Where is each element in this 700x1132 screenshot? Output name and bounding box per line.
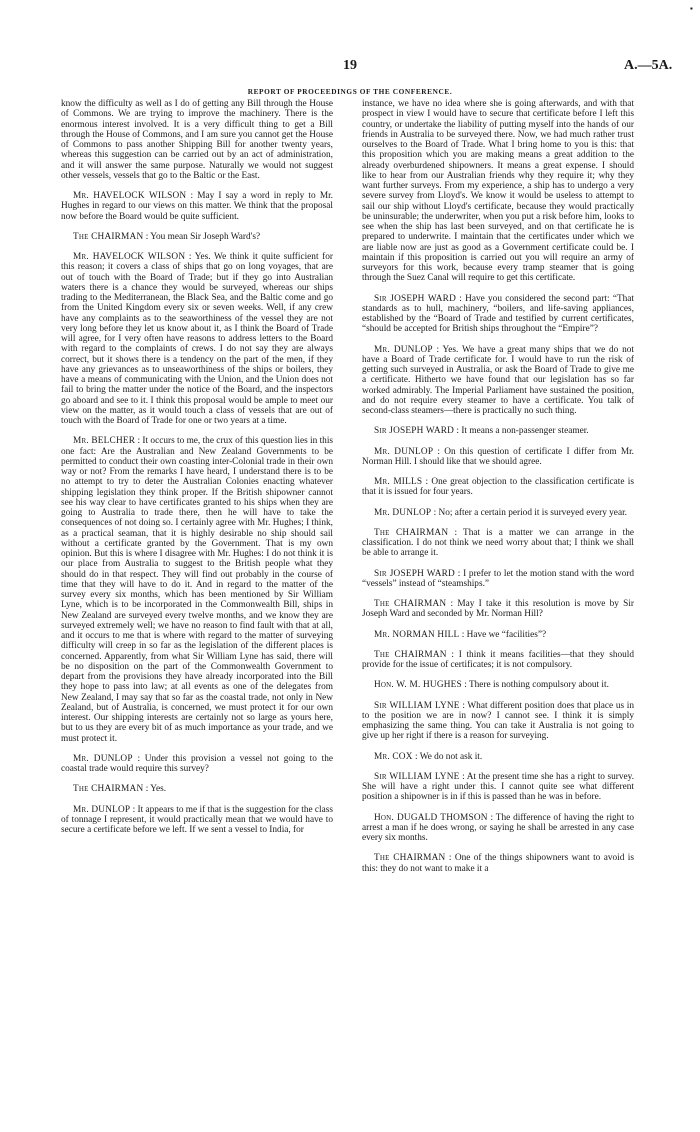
speaker-name: Hon. DUGALD THOMSON bbox=[374, 812, 488, 823]
paragraph-text: : At the present time she has a right to survey. She will have a right under this. I cannot quite see what different position a shipowner is in if this is passed than he was in before. bbox=[362, 771, 634, 803]
paragraph-text: : What different position does that place us in to the position we are in now? I cannot see. I think it is simply emphasizing the same thing. You can take it Australia is not going to give up her right if there is a reason for surveying. bbox=[362, 700, 634, 742]
paragraph-text: : The difference of having the right to arrest a man if he does wrong, or saying he shall be arrested in any case every six months. bbox=[362, 812, 634, 843]
paragraph-text: : You mean Sir Joseph Ward's? bbox=[145, 231, 261, 242]
paragraph-text: know the difficulty as well as I do of getting any Bill through the House of Commons. We are trying to improve the machinery. There is the enormous interest involved. It is a very difficult thing to get a Bill through the House of Commons, and I am sure you cannot get the House of Commons to pass another Shipping Bill for another twenty years, whereas this suggestion can be carried out by an act of administration, and it will answer the same purpose. Naturally we would not suggest other vessels, vessels that go to the Baltic or the East. bbox=[61, 99, 333, 181]
paragraph bbox=[362, 630, 634, 640]
paragraph-text: : One great objection to the classification certificate is that it is issued for four years. bbox=[362, 477, 634, 498]
paragraph-text: : Have you considered the second part: “That standards as to hull, machinery, “boilers, and life-saving appliances, established by the “Board of Trade and testified by current certificates, “should be accepted for British ships throughout the “Empire”? bbox=[362, 293, 634, 335]
speaker-name: The CHAIRMAN bbox=[374, 649, 447, 660]
paragraph-text: : May I take it this resolution is move by Sir Joseph Ward and seconded by Mr. Norman Hill? bbox=[362, 599, 634, 620]
paragraph-text: : No; after a certain period it is surveyed every year. bbox=[433, 507, 627, 518]
paragraph bbox=[61, 99, 333, 181]
paragraph bbox=[362, 477, 634, 498]
paragraph bbox=[61, 191, 333, 222]
paragraph bbox=[362, 447, 634, 468]
paragraph bbox=[362, 701, 634, 742]
paragraph bbox=[362, 569, 634, 590]
paragraph bbox=[61, 754, 333, 775]
paragraph bbox=[362, 853, 634, 874]
speaker-name: Mr. DUNLOP bbox=[374, 507, 432, 518]
speaker-name: The CHAIRMAN bbox=[374, 527, 449, 538]
paragraph-text: : One of the things shipowners want to avoid is this: they do not want to make it a bbox=[362, 853, 634, 874]
speaker-name: Mr. HAVELOCK WILSON bbox=[73, 252, 186, 262]
paragraph bbox=[362, 528, 634, 559]
paragraph-text: : I prefer to let the motion stand with the word “vessels” instead of “steamships.” bbox=[362, 568, 634, 589]
paragraph bbox=[362, 99, 634, 284]
paragraph bbox=[61, 436, 333, 744]
speaker-name: Mr. DUNLOP bbox=[73, 804, 131, 815]
speaker-name: Sir WILLIAM LYNE bbox=[374, 700, 460, 711]
speaker-name: Mr. MILLS bbox=[374, 477, 423, 487]
running-head: REPORT OF PROCEEDINGS OF THE CONFERENCE. bbox=[247, 87, 453, 96]
paragraph-text: : I think it means facilities—that they should provide for the issue of certificates; it is not compulsory. bbox=[362, 649, 634, 670]
paragraph bbox=[61, 805, 333, 836]
speaker-name: Mr. DUNLOP bbox=[374, 446, 434, 457]
paragraph-text: : Yes. We think it quite sufficient for this reason; it covers a class of ships that go on long voyages, that are out of touch with the Board of Trade; but if they go into Australian waters there is a chance they would be surveyed, whereas our ships trading to the Mediterranean, the Black Sea, and the Baltic come and go from the United Kingdom every six or seven weeks. Well, if any crew have any complaints as to the seaworthiness of the vessel they are not very long before they let us know about it, as I think the Board of Trade will agree, for I very often have reasons to address letters to the Board with regard to the complaints of crews. I do not say they are always correct, but it shows there is a tendency on the part of the men, if they have any grievances as to unseaworthiness of the ships or boilers, they have a means of communicating with the Union, and the Union does not fail to bring the matter under the notice of the Board, and the inspectors go aboard and see to it. I think this proposal would be ample to meet our view on the matter, as it would touch a class of vessels that are out of touch with the Board of Trade for one or two years at a time. bbox=[61, 252, 333, 426]
speaker-name: The CHAIRMAN bbox=[73, 784, 144, 795]
document-reference: A.—5A. bbox=[624, 58, 673, 73]
paragraph bbox=[362, 345, 634, 417]
paragraph-text: : On this question of certificate I differ from Mr. Norman Hill. I should like that we should agree. bbox=[362, 446, 634, 467]
right-column bbox=[362, 99, 634, 1124]
paragraph-text: : It appears to me if that is the suggestion for the class of tonnage I represent, it would practically mean that we would have to secure a certificate before we left. If we sent a vessel to India, for bbox=[61, 804, 333, 835]
paragraph-text: : We do not ask it. bbox=[414, 751, 483, 762]
speaker-name: Mr. DUNLOP bbox=[73, 753, 133, 764]
paragraph-text: : There is nothing compulsory about it. bbox=[464, 680, 609, 691]
paragraph bbox=[362, 508, 634, 518]
paragraph bbox=[61, 232, 333, 242]
paragraph bbox=[362, 650, 634, 671]
paragraph-text: : Under this provision a vessel not going to the coastal trade would require this survey? bbox=[61, 753, 333, 774]
speaker-name: Mr. NORMAN HILL bbox=[374, 629, 460, 640]
speaker-name: Sir JOSEPH WARD bbox=[374, 293, 456, 304]
speaker-name: Mr. COX bbox=[374, 751, 413, 762]
paragraph bbox=[61, 784, 333, 794]
speaker-name: Sir JOSEPH WARD bbox=[374, 426, 455, 437]
page-number: 19 bbox=[343, 58, 357, 73]
paragraph bbox=[362, 772, 634, 803]
paragraph-text: : Yes. bbox=[145, 784, 167, 795]
corner-mark: ▪ bbox=[690, 4, 693, 13]
speaker-name: Mr. HAVELOCK WILSON bbox=[73, 191, 187, 201]
speaker-name: The CHAIRMAN bbox=[374, 853, 446, 864]
speaker-name: Mr. BELCHER bbox=[73, 436, 136, 447]
speaker-name: The CHAIRMAN bbox=[73, 231, 144, 242]
paragraph-text: instance, we have no idea where she is going afterwards, and with that prospect in view I would have to secure that certificate before I left this country, or undertake the liability of putting myself into the hands of our friends in Australia to be surveyed there. Now, we had much rather trust ourselves to the Board of Trade. What I bring home to you is this: that this proposition which you are making means a great addition to the already overburdened shipowners. It means a great expense. I should like to hear from our Australian friends why they require it; why they want further surveys. From my experience, a ship has to undergo a very severe survey from Lloyd's. We know it would be useless to attempt to sail our ship without Lloyd's certificate, because they would practically be uninsurable; the underwriter, when you put a risk before him, looks to see when the ship has last been surveyed, and on that certificate he is prepared to underwrite. I maintain that the certificates under which we are liable now are just as good as a Government certificate could be. I maintain if this proposition is carried out you will require an army of surveyors for this work, because every tramp steamer that is going through the Suez Canal will require to get this certificate. bbox=[362, 99, 634, 284]
left-column bbox=[61, 99, 333, 1124]
paragraph bbox=[362, 752, 634, 762]
speaker-name: Mr. DUNLOP bbox=[374, 344, 433, 355]
paragraph bbox=[362, 813, 634, 844]
paragraph bbox=[362, 680, 634, 690]
paragraph bbox=[61, 252, 333, 426]
speaker-name: Sir WILLIAM LYNE bbox=[374, 771, 460, 782]
paragraph-text: : Yes. We have a great many ships that we do not have a Board of Trade certificate for. I would have to run the risk of getting such surveyed in Australia, or ask the Board of Trade to give me a certificate. Hitherto we have found that our legislation has so far worked admirably. The Imperial Parliament have sustained the position, and do not require every steamer to have a certificate. You talk of second-class steamers—there is practically no such thing. bbox=[362, 344, 634, 416]
paragraph-text: : Have we “facilities”? bbox=[461, 629, 547, 640]
paragraph bbox=[362, 294, 634, 335]
speaker-name: The CHAIRMAN bbox=[374, 599, 447, 609]
paragraph-text: : May I say a word in reply to Mr. Hughes in regard to our views on this matter. We think that the proposal now before the Board would be quite sufficient. bbox=[61, 191, 333, 222]
paragraph-text: : It means a non-passenger steamer. bbox=[456, 426, 589, 437]
paragraph bbox=[362, 599, 634, 620]
paragraph-text: : That is a matter we can arrange in the classification. I do not think we need worry about that; I think we shall be able to arrange it. bbox=[362, 527, 634, 559]
speaker-name: Sir JOSEPH WARD bbox=[374, 568, 455, 579]
paragraph-text: : It occurs to me, the crux of this question lies in this one fact: Are the Australian and New Zealand Governments to be permitted to conduct their own coasting inter-Colonial trade in their own way or not? From the remarks I have heard, I understand there is to be no attempt to try to deter the Australian Colonies enacting whatever shipping legislation they think proper. If the British shipowner cannot see his way clear to have certificates granted to his ships when they are going to Australia to trade there, then he will have to take the consequences of not doing so. I certainly agree with Mr. Hughes; I think, as a practical seaman, that it is highly desirable no ship should sail without a certificate granted by the Government. That is my own opinion. But this is where I disagree with Mr. Hughes: I do not think it is our place from Australia to suggest to the British people what they should do in that respect. They will find out probably in the course of time that they will have to do it. And in regard to the matter of the survey every six months, which has been mentioned by Sir William Lyne, which is to be incorporated in the Commonwealth Bill, ships in New Zealand are surveyed every twelve months, and we know they are surveyed extremely well; we have no reason to find fault with that at all, and it occurs to me that is where with regard to the matter of surveying difficulty will creep in so far as the legislation of the different places is concerned. Apparently, from what Sir William Lyne has said, there will be no disposition on the part of the Commonwealth Government to depart from the provisions they have already incorporated into the Bill they hope to pass into law; at all events as one of the delegates from New Zealand, I may say that so far as the coastal trade, not only in New Zealand, but of Australia, is concerned, we must protect it for our own interest. Our shipping interests are certainly not so large as yours here, but to us they are every bit of as much importance as your trade, and we must protect it. bbox=[61, 436, 333, 744]
speaker-name: Hon. W. M. HUGHES bbox=[374, 680, 462, 691]
paragraph bbox=[362, 426, 634, 436]
